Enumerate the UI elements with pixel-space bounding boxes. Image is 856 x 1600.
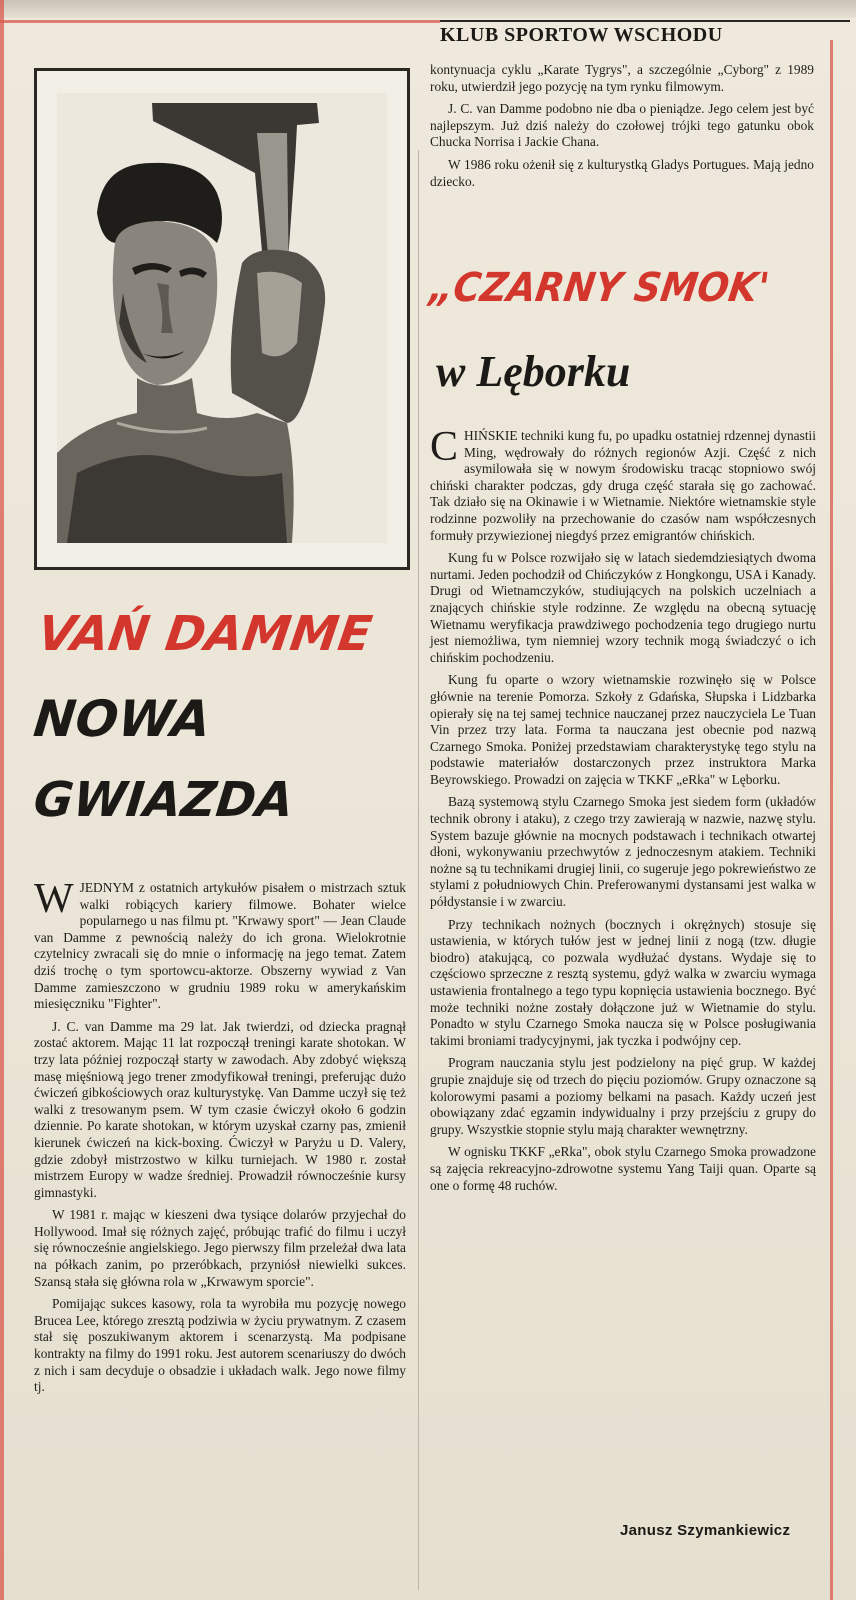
- red-margin-line-left: [0, 0, 4, 1600]
- right-article-p4: Bazą systemową stylu Czarnego Smoka jest siedem form (układów technik obrony i ataku), z czego trzy zawierają w nazwie, nazwę stylu. System bazuje głównie na mocnych podstawach i technikach otwartej dłoni, wykonywaniu przechwytów z jednoczesnym atakiem. Techniki nożne są tu technikami drugiej linii, co sugeruje jego pokrewieństwo ze stylami z południowych Chin. Preferowanymi dystansami jest walka w półdystansie i w zwarciu.: [430, 794, 816, 910]
- continuation-p2: J. C. van Damme podobno nie dba o pieniądze. Jego celem jest być najlepszym. Już dziś należy do czołowej trójki tego gatunku obok Chucka Norrisa i Jackie Chana.: [430, 101, 814, 150]
- dropcap: C: [430, 424, 459, 470]
- dropcap: W: [34, 876, 74, 922]
- left-headline-line1: VAŃ DAMME: [34, 606, 376, 662]
- left-article-p4: Pomijając sukces kasowy, rola ta wyrobiła mu pozycję nowego Brucea Lee, którego zresztą podziwia w życiu prywatnym. Z czasem stał się poszukiwanym aktorem i scenarzystą. Ma podpisane kontrakty na filmy do 1991 roku. Jest autorem scenariuszy do dwóch z nich i sam decyduje o obsadzie i układach walk. Jego nowe filmy tj.: [34, 1296, 406, 1395]
- right-article-p6: Program nauczania stylu jest podzielony na pięć grup. W każdej grupie znajduje się od trzech do pięciu poziomów. Grupy oznaczone są kolorowymi pasami a poziomy belkami na pasach. Każdy uczeń jest obowiązany zdać egzamin indywidualny i przy przejściu z grupy do grupy. Wszystkie stopnie stylu mają charakter wewnętrzny.: [430, 1055, 816, 1137]
- portrait-illustration: [57, 93, 387, 543]
- right-article-paragraph: [430, 424, 816, 544]
- column-divider: [418, 150, 419, 1590]
- left-article: [34, 876, 406, 1402]
- left-article-p1: JEDNYM z ostatnich artykułów pisałem o mistrzach sztuk walki robiących kariery filmowe. Bohater wielce popularnego u nas filmu pt. "Krwawy sport" — Jean Claude van Damme z pewnością należy do ich grona. Wielokrotnie czytelnicy zwracali się do mnie o informację na jego temat. Zatem dziś trochę o tym sportowcu-aktorze. Obszerny wywiad z Van Damme zamieszczono w grudniu 1989 roku w amerykańskim miesięczniku "Fighter".: [34, 880, 406, 1012]
- left-article-p3: W 1981 r. mając w kieszeni dwa tysiące dolarów przyjechał do Hollywood. Imał się różnych zajęć, próbując trafić do filmu i uczył się równocześnie angielskiego. Jego pierwszy film przeleżał dwa lata na półkach zanim, po przeróbkach, przyniósł niewielki sukces. Szansą stała się główna rola w „Krwawym sporcie".: [34, 1207, 406, 1289]
- continuation-p1: kontynuacja cyklu „Karate Tygrys", a szczególnie „Cyborg" z 1989 roku, utwierdził jego pozycję na tym rynku filmowym.: [430, 62, 814, 94]
- right-article-p5: Przy technikach nożnych (bocznych i okrężnych) stosuje się ustawienia, w których tułów jest w jednej linii z nogą (tzw. długie biodro) atakującą, co pozwala wydłużać dystans. Wydaje się to częściowo sprzeczne z resztą systemu, gdyż walka w zwarciu wymaga ustawienia frontalnego a tego typu kopnięcia ustawienia bocznego. Być może techniki nożne zostały dołączone już w Wietnamie do stylu. Ponadto w stylu Czarnego Smoka naucza się w Polsce posługiwania takimi broniami tradycyjnymi, jak tyczka i podwójny cep.: [430, 916, 816, 1048]
- red-margin-line-top: [0, 20, 440, 23]
- right-article: [430, 424, 816, 1200]
- right-article-p7: W ognisku TKKF „eRka", obok stylu Czarnego Smoka prowadzone są zajęcia rekreacyjno-zdrowotne systemu Yang Taiji quan. Oparte są one o formę 48 ruchów.: [430, 1144, 816, 1193]
- paper-edge: [0, 0, 856, 18]
- red-margin-line-right: [830, 40, 833, 1600]
- portrait-with-pistol-icon: [57, 93, 387, 543]
- right-article-p1: HIŃSKIE techniki kung fu, po upadku ostatniej rdzennej dynastii Ming, wędrowały do różnych regionów Azji. Część z nich asymilowała się w nowym środowisku tracąc stopniowo swój chiński charakter podczas, gdy druga część starała się go zachować. Tak działo się na Okinawie i w Wietnamie. Niektóre wietnamskie style rodzinne pozwoliły na przechowanie do czasów nam współczesnych formuły przywiezionej niegdyś przez emigrantów chińskich.: [430, 428, 816, 543]
- left-headline-line3: GWIAZDA: [31, 772, 297, 828]
- left-article-paragraph: [34, 876, 406, 1013]
- section-masthead: KLUB SPORTOW WSCHODU: [440, 20, 850, 48]
- right-headline-line1: „CZARNY SMOK': [426, 265, 772, 311]
- continuation-block: [430, 62, 814, 196]
- photo-frame: [34, 68, 410, 570]
- author-signature: Janusz Szymankiewicz: [620, 1522, 791, 1539]
- right-headline-line2: w Lęborku: [436, 347, 631, 396]
- left-headline-line2: NOWA: [30, 690, 214, 748]
- left-article-p2: J. C. van Damme ma 29 lat. Jak twierdzi, od dziecka pragnął zostać aktorem. Mając 11 lat rozpoczął treningi karate shotokan. W trzy lata później rozpoczął starty w zawodach. Aby zdobyć większą masę mięśniową jego trener zmodyfikował treningi, preferując dużo ćwiczeń gibkościowych oraz kulturystykę. Van Damme uczył się też walki z tresowanym psem. W tym czasie ćwiczył około 6 godzin dziennie. Po karate shotokan, w którym uzyskał czarny pas, zmienił kierunek ćwiczeń na kick-boxing. Ćwiczył w Paryżu u D. Valery, gdzie zdobył mistrzostwo w kilku turniejach. W 1980 r. został mistrzem Europy w wadze średniej. Prowadził równocześnie kursy gimnastyki.: [34, 1018, 406, 1200]
- right-article-p3: Kung fu oparte o wzory wietnamskie rozwinęło się w Polsce głównie na terenie Pomorza. Szkoły z Gdańska, Słupska i Lidzbarka opierały się na tej samej technice nauczanej przez nauczyciela Le Tuan Vin przez trzy lata. Forma ta nauczana jest obecnie pod nazwą Czarnego Smoka. Poniżej przedstawiam charakterystykę tego stylu na podstawie materiałów dostarczonych przez instruktora Marka Beyrowskiego. Prowadzi on zajęcia w TKKF „eRka" w Lęborku.: [430, 672, 816, 787]
- continuation-p3: W 1986 roku ożenił się z kulturystką Gladys Portugues. Mają jedno dziecko.: [430, 156, 814, 189]
- right-article-p2: Kung fu w Polsce rozwijało się w latach siedemdziesiątych dwoma nurtami. Jeden pochodził od Chińczyków z Hongkongu, USA i Kanady. Drugi od Wietnamczyków, studiujących na polskich uczelniach a znających chińskie style rodzinne. Ze względu na obecną sytuację Wietnamu weryfikacja prawdziwego pochodzenia tego drugiego nurtu jest niemożliwa, tym niemniej wzory technik mogą świadczyć o ich chińskim pochodzeniu.: [430, 550, 816, 665]
